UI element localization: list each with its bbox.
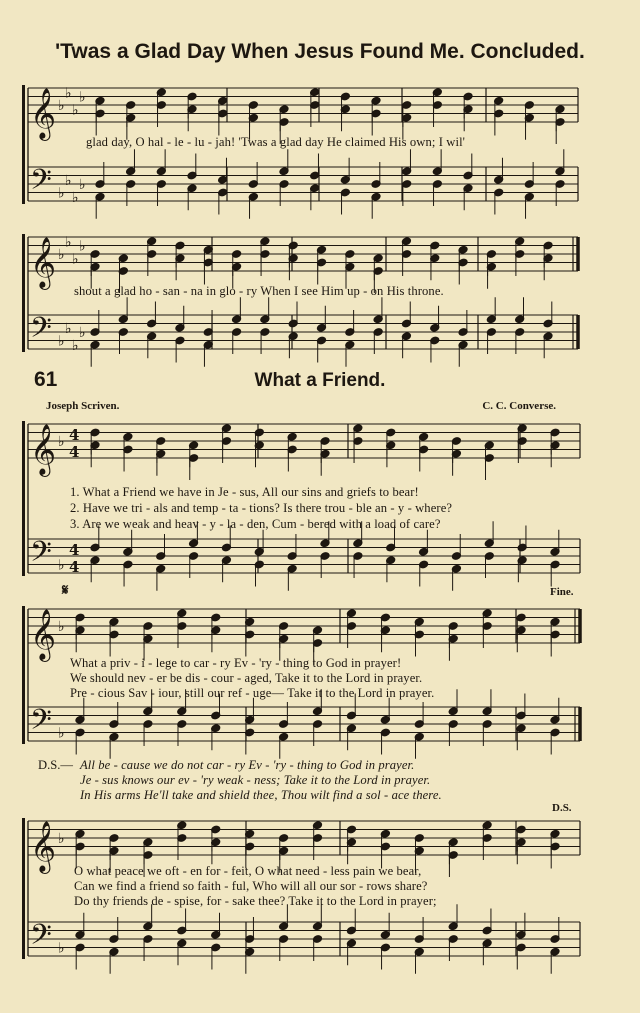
flat-sign: ♭ [72, 102, 79, 119]
bass-clef: 𝄢 [30, 703, 52, 744]
segno-sign: 𝄋 [62, 583, 69, 599]
system-brace [22, 606, 25, 744]
flat-sign: ♭ [58, 619, 65, 635]
flat-sign: ♭ [58, 98, 65, 114]
hymn-title: What a Friend. [254, 370, 386, 391]
bass-clef: 𝄢 [30, 163, 52, 204]
lyric-line: shout a glad ho - san - na in glo - ry When I see Him up - on His throne. [74, 284, 444, 298]
flat-sign: ♭ [65, 172, 72, 189]
system-brace [22, 234, 25, 352]
flat-sign: ♭ [58, 940, 65, 957]
ds-line: In His arms He'll take and shield thee, Thou wilt find a sol - ace there. [80, 788, 442, 802]
system-brace [22, 85, 25, 204]
verse-line: Pre - cious Sav - iour, still our ref - uge— Take it to the Lord in prayer. [70, 686, 435, 700]
flat-sign: ♭ [72, 189, 79, 206]
time-signature: 4 [69, 541, 80, 559]
flat-sign: ♭ [72, 251, 79, 268]
hymn-number: 61 [34, 368, 58, 391]
ds-line: All be - cause we do not car - ry Ev - 'ry - thing to God in prayer. [80, 758, 415, 772]
verse-line: Can we find a friend so faith - ful, Who will all our sor - rows share? [74, 879, 428, 893]
time-signature: 4 [69, 443, 80, 461]
ds-line: Je - sus knows our ev - 'ry weak - ness; Take it to the Lord in prayer. [80, 773, 431, 787]
composer: C. C. Converse. [482, 400, 556, 412]
treble-clef: 𝄞 [30, 424, 57, 475]
bass-clef: 𝄢 [30, 918, 52, 959]
verse-line: What a priv - i - lege to car - ry Ev - 'ry - thing to God in prayer! [70, 656, 402, 670]
treble-clef: 𝄞 [30, 821, 57, 872]
verse-line: We should nev - er be dis - cour - aged, Take it to the Lord in prayer. [70, 671, 423, 685]
flat-sign: ♭ [58, 185, 65, 202]
treble-clef: 𝄞 [30, 237, 57, 288]
system-brace [22, 421, 25, 576]
flat-sign: ♭ [65, 85, 72, 102]
flat-sign: ♭ [58, 831, 65, 847]
verse-line: 3. Are we weak and heav - y - la - den, Cum - bered with a load of care? [70, 517, 441, 531]
flat-sign: ♭ [65, 320, 72, 337]
bass-clef: 𝄢 [30, 311, 52, 352]
verse-line: O what peace we oft - en for - feit, O what need - less pain we bear, [74, 864, 422, 878]
flat-sign: ♭ [79, 325, 86, 341]
lyricist: Joseph Scriven. [46, 400, 120, 412]
flat-sign: ♭ [79, 238, 86, 255]
flat-sign: ♭ [58, 557, 65, 574]
lyric-line: glad day, O hal - le - lu - jah! 'Twas a glad day He claimed His own; I wil' [86, 135, 466, 149]
flat-sign: ♭ [79, 89, 86, 106]
page-title: 'Twas a Glad Day When Jesus Found Me. Concluded. [55, 40, 585, 63]
flat-sign: ♭ [65, 234, 72, 251]
bass-clef: 𝄢 [30, 535, 52, 576]
ds-prefix: D.S.— [38, 758, 73, 772]
treble-clef: 𝄞 [30, 609, 57, 660]
flat-sign: ♭ [79, 177, 86, 193]
ds-mark: D.S. [552, 802, 572, 814]
verse-line: 2. Have we tri - als and temp - ta - tions? Is there trou - ble an - y - where? [70, 501, 453, 515]
time-signature: 4 [69, 426, 80, 444]
time-signature: 4 [69, 558, 80, 576]
flat-sign: ♭ [72, 337, 79, 354]
flat-sign: ♭ [58, 725, 65, 742]
flat-sign: ♭ [58, 333, 65, 350]
system-brace [22, 818, 25, 959]
verse-line: 1. What a Friend we have in Je - sus, All our sins and griefs to bear! [70, 485, 419, 499]
verse-line: Do thy friends de - spise, for - sake thee? Take it to the Lord in prayer; [74, 894, 437, 908]
fine-mark: Fine. [550, 586, 574, 598]
flat-sign: ♭ [58, 434, 65, 450]
flat-sign: ♭ [58, 247, 65, 263]
treble-clef: 𝄞 [30, 88, 57, 139]
